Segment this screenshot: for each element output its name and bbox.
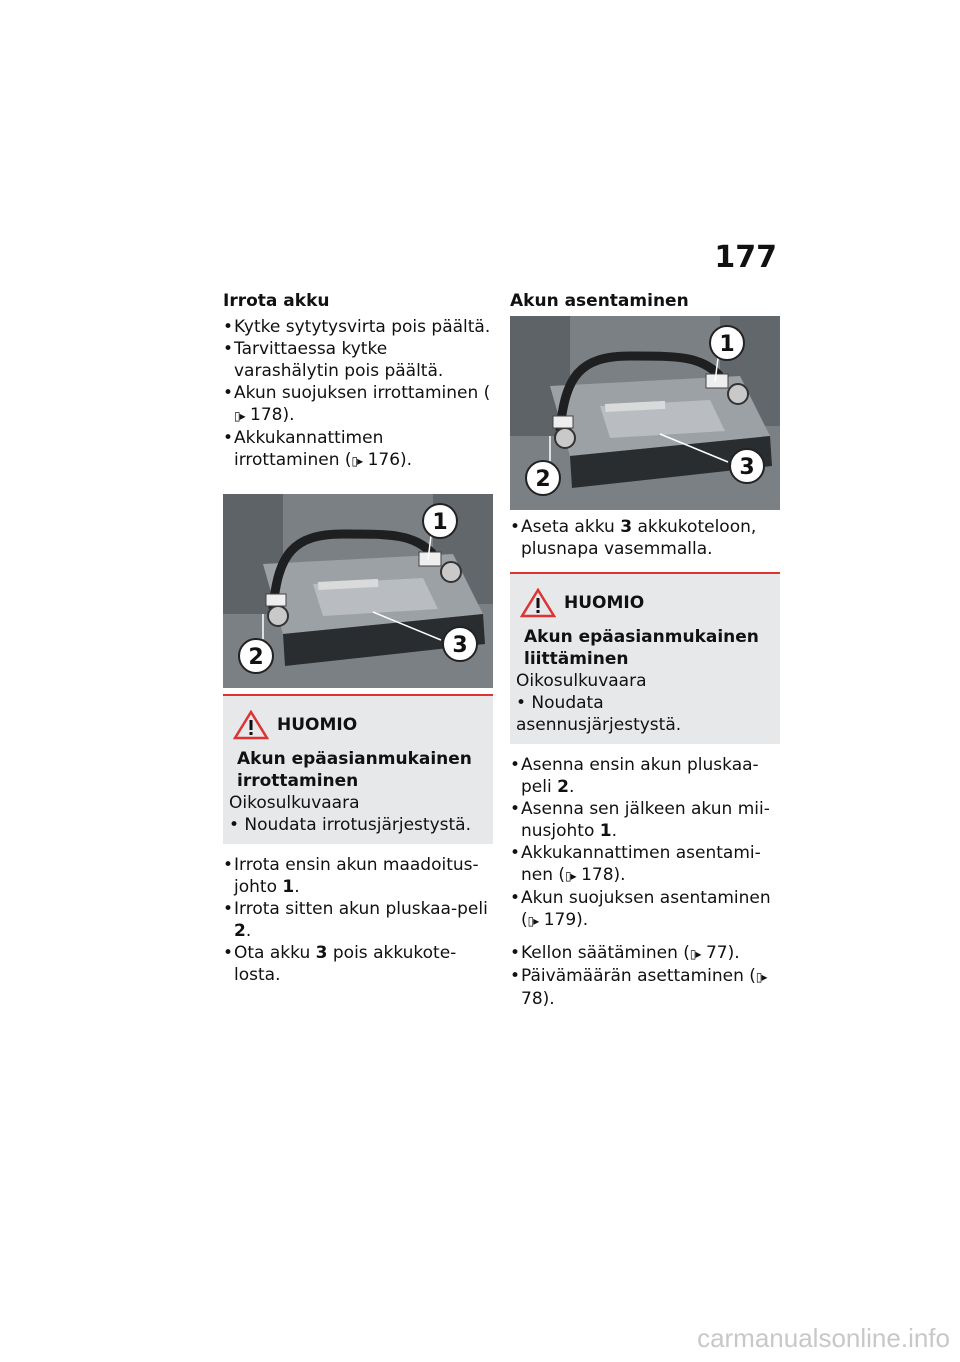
after-install-steps xyxy=(510,942,780,1010)
watermark: carmanualsonline.info xyxy=(697,1323,950,1353)
section-heading-install: Akun asentaminen xyxy=(510,291,689,311)
list-item: • Aseta akku 3 akkukoteloon, plusnapa vasemmalla. xyxy=(510,516,780,560)
list-item: • Kellon säätäminen (▯▸ 77). xyxy=(510,942,780,965)
figure-label: 3 xyxy=(452,633,468,658)
list-item: • Asenna sen jälkeen akun mii-nusjohto 1. xyxy=(510,798,780,842)
warning-triangle-icon xyxy=(520,588,556,618)
list-item: • Irrota sitten akun pluskaa-peli 2. xyxy=(223,898,493,942)
warning-bullet: • Noudata irrotusjärjestystä. xyxy=(229,815,471,835)
list-item: • Irrota ensin akun maadoitus-johto 1. xyxy=(223,854,493,898)
list-item: • Asenna ensin akun pluskaa-peli 2. xyxy=(510,754,780,798)
install-steps xyxy=(510,754,780,932)
remove-steps-2 xyxy=(223,854,493,986)
figure-label: 2 xyxy=(248,645,264,670)
warning-bullet: • Noudata asennusjärjestystä. xyxy=(516,693,682,735)
page-ref-arrow-icon: ▯▸ xyxy=(689,947,701,961)
battery-illustration xyxy=(223,494,493,688)
warning-risk: Oikosulkuvaara xyxy=(516,671,647,691)
warning-subtitle: Akun epäasianmukainen liittäminen xyxy=(524,627,759,669)
page-ref-arrow-icon: ▯▸ xyxy=(234,409,245,423)
battery-removal-figure xyxy=(223,494,493,688)
figure-label: 1 xyxy=(719,332,735,357)
warning-subtitle: Akun epäasianmukainen irrottaminen xyxy=(237,749,472,791)
page-ref[interactable]: 78 xyxy=(521,989,543,1009)
right-column xyxy=(510,290,780,1010)
remove-steps xyxy=(223,316,493,472)
list-item: • Akkukannattimen irrottaminen (▯▸ 176). xyxy=(223,427,493,472)
page-ref[interactable]: 77 xyxy=(705,943,728,963)
warning-box xyxy=(510,572,780,744)
list-item: • Päivämäärän asettaminen (▯▸ 78). xyxy=(510,965,780,1010)
page-ref[interactable]: 178 xyxy=(250,405,283,425)
battery-illustration xyxy=(510,316,780,510)
warning-title: HUOMIO xyxy=(564,593,645,613)
left-column xyxy=(223,290,493,986)
page-ref-arrow-icon: ▯▸ xyxy=(755,970,767,984)
page-number: 177 xyxy=(714,240,777,275)
page-ref[interactable]: 176 xyxy=(367,450,401,470)
figure-label: 3 xyxy=(739,455,755,480)
warning-title: HUOMIO xyxy=(277,715,358,735)
list-item: • Kytke sytytysvirta pois päältä. xyxy=(223,316,493,338)
page-ref-arrow-icon: ▯▸ xyxy=(351,454,363,468)
list-item: • Tarvittaessa kytke varashälytin pois päältä. xyxy=(223,338,493,382)
page-ref-arrow-icon: ▯▸ xyxy=(565,869,576,883)
battery-install-figure xyxy=(510,316,780,510)
figure-label: 1 xyxy=(432,510,448,535)
list-item: • Akkukannattimen asentami-nen (▯▸ 178). xyxy=(510,842,780,887)
list-item: • Akun suojuksen asentaminen (▯▸ 179). xyxy=(510,887,780,932)
page-ref[interactable]: 179 xyxy=(543,910,577,930)
page-ref-arrow-icon: ▯▸ xyxy=(527,914,539,928)
warning-triangle-icon xyxy=(233,710,269,740)
figure-label: 2 xyxy=(535,467,551,492)
warning-box xyxy=(223,694,493,844)
page-ref[interactable]: 178 xyxy=(581,865,614,885)
install-place-step xyxy=(510,516,780,560)
warning-risk: Oikosulkuvaara xyxy=(229,793,360,813)
list-item: • Akun suojuksen irrottaminen (▯▸ 178). xyxy=(223,382,493,427)
section-heading-remove: Irrota akku xyxy=(223,291,330,311)
list-item: • Ota akku 3 pois akkukote-losta. xyxy=(223,942,493,986)
